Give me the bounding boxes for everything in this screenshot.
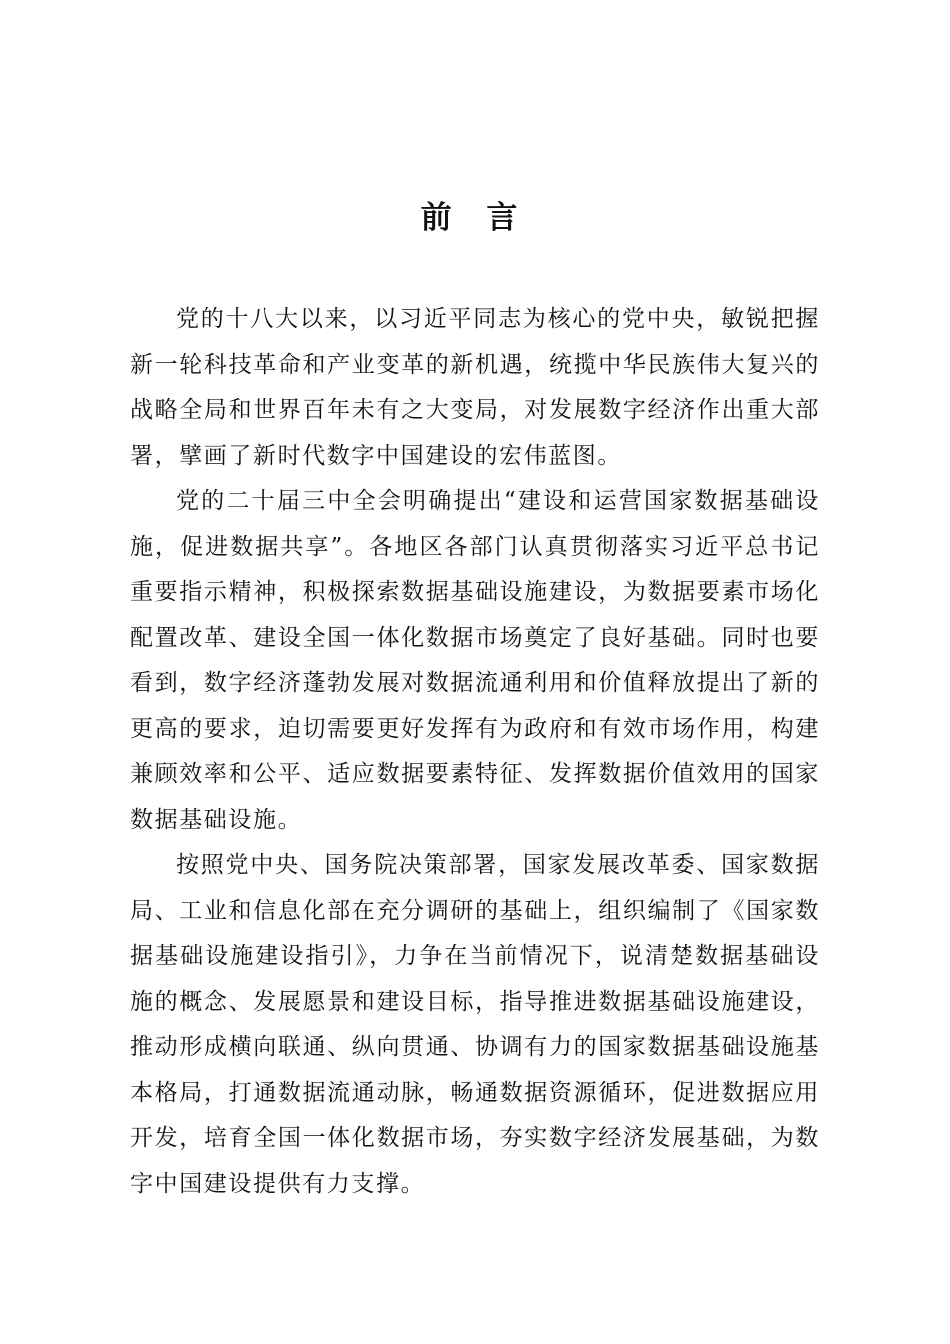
paragraph-1: 党的十八大以来，以习近平同志为核心的党中央，敏锐把握新一轮科技革命和产业变革的新机遇，统揽中华民族伟大复兴的战略全局和世界百年未有之大变局，对发展数字经济作出重大部署，擘画了新时代数字中国建设的宏伟蓝图。	[130, 306, 820, 469]
document-body	[130, 297, 820, 1207]
page-title: 前 言	[420, 200, 530, 236]
paragraph-2: 党的二十届三中全会明确提出“建设和运营国家数据基础设施，促进数据共享”。各地区各部门认真贯彻落实习近平总书记重要指示精神，积极探索数据基础设施建设，为数据要素市场化配置改革、建设全国一体化数据市场奠定了良好基础。同时也要看到，数字经济蓬勃发展对数据流通利用和价值释放提出了新的更高的要求，迫切需要更好发挥有为政府和有效市场作用，构建兼顾效率和公平、适应数据要素特征、发挥数据价值效用的国家数据基础设施。	[130, 488, 820, 833]
paragraph-3: 按照党中央、国务院决策部署，国家发展改革委、国家数据局、工业和信息化部在充分调研的基础上，组织编制了《国家数据基础设施建设指引》，力争在当前情况下，说清楚数据基础设施的概念、发展愿景和建设目标，指导推进数据基础设施建设，推动形成横向联通、纵向贯通、协调有力的国家数据基础设施基本格局，打通数据流通动脉，畅通数据资源循环，促进数据应用开发，培育全国一体化数据市场，夯实数字经济发展基础，为数字中国建设提供有力支撑。	[130, 852, 820, 1197]
